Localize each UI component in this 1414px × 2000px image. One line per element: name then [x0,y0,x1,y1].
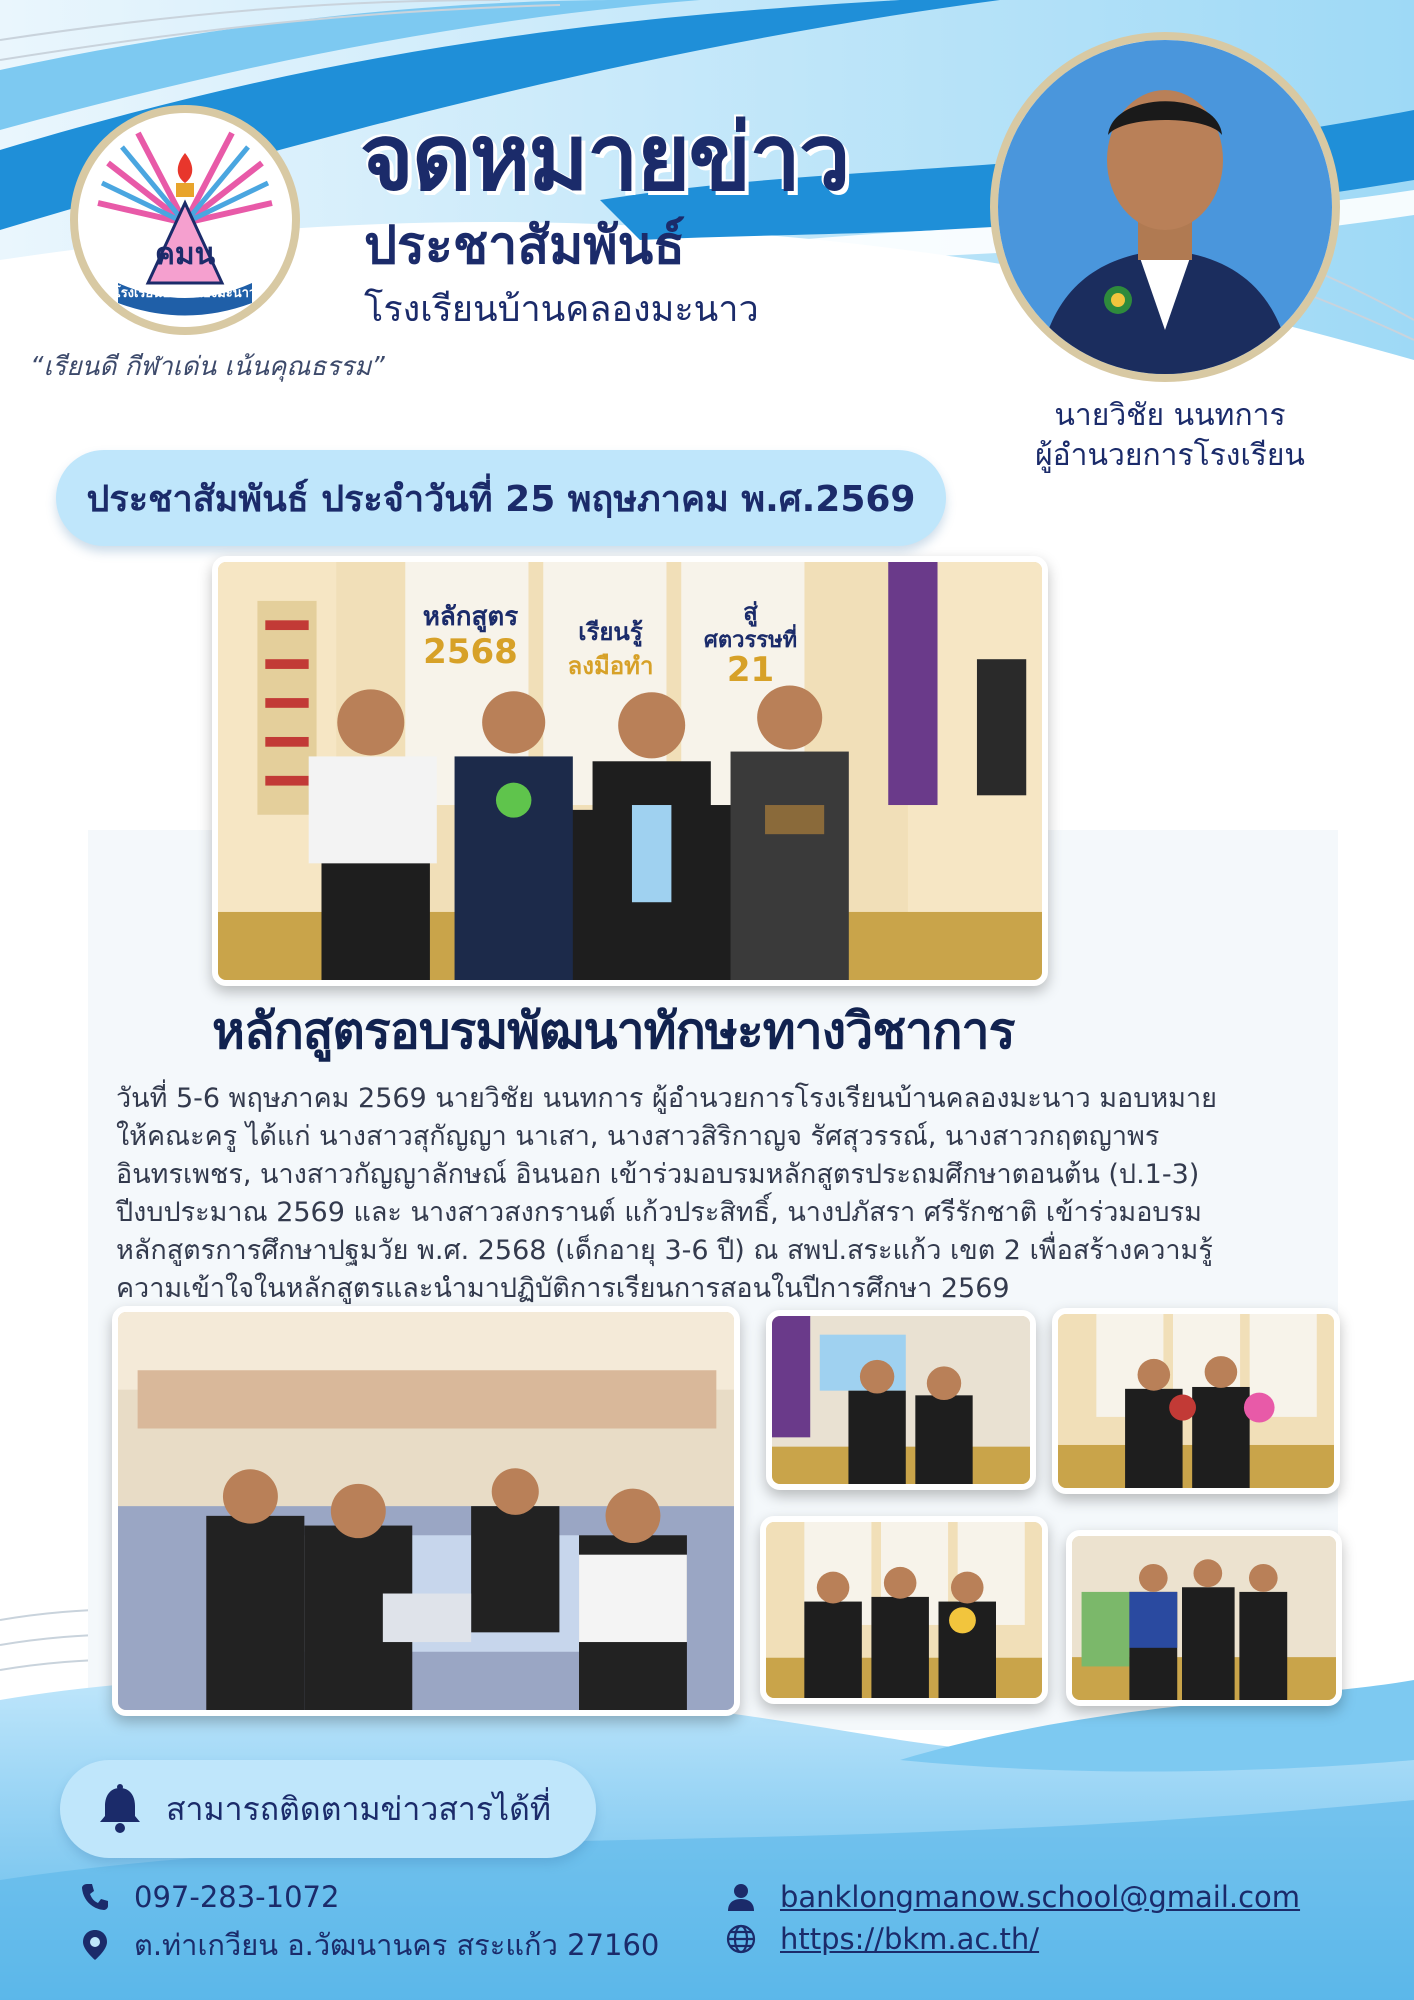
email-link[interactable]: banklongmanow.school@gmail.com [780,1880,1301,1914]
poster-3-line2: ศตวรรษที่ [703,628,798,653]
director-portrait [990,32,1340,382]
gallery-photo-training-room [112,1306,740,1716]
article-body-line: ให้คณะครู ได้แก่ นางสาวสุกัญญา นาเสา, นางสาวสิริกาญจ รัศสุวรรณ์, นางสาวกฤตญาพร [116,1121,1160,1152]
school-logo [70,105,300,335]
article-body-line: วันที่ 5-6 พฤษภาคม 2569 นายวิชัย นนทการ ผู้อำนวยการโรงเรียนบ้านคลองมะนาว มอบหมาย [116,1083,1217,1114]
phone-number[interactable]: 097-283-1072 [134,1880,340,1914]
user-icon [724,1880,758,1914]
follow-banner [60,1760,596,1858]
gallery-photo-booth-4 [1066,1530,1342,1706]
gallery-photo-booth-2 [1052,1308,1340,1494]
article-body-line: หลักสูตรการศึกษาปฐมวัย พ.ศ. 2568 (เด็กอายุ 3-6 ปี) ณ สพป.สระแก้ว เขต 2 เพื่อสร้างความรู้ [116,1235,1213,1266]
school-name: โรงเรียนบ้านคลองมะนาว [364,289,759,330]
poster-2-line1: เรียนรู้ [578,618,643,646]
address-contact [78,1922,659,1968]
address-text: ต.ท่าเกวียน อ.วัฒนานคร สระแก้ว 27160 [134,1928,660,1962]
poster-3-number: 21 [726,650,775,690]
poster-1-year: 2568 [423,632,518,672]
poster-2-line2: ลงมือทำ [567,652,654,680]
newsletter-subtitle: ประชาสัมพันธ์ [364,216,685,276]
newsletter-title: จดหมายข่าว [360,104,849,211]
article-body-line: ความเข้าใจในหลักสูตรและนำมาปฏิบัติการเรียนการสอนในปีการศึกษา 2569 [116,1273,1010,1304]
director-role: ผู้อำนวยการโรงเรียน [1035,438,1305,473]
bell-icon [96,1784,144,1834]
website-link[interactable]: https://bkm.ac.th/ [780,1922,1040,1956]
article-headline: หลักสูตรอบรมพัฒนาทักษะทางวิชาการ [212,1002,1015,1060]
website-contact[interactable] [724,1922,1039,1956]
phone-contact[interactable] [78,1880,339,1914]
date-banner [56,450,946,546]
school-motto: “เรียนดี กีฬาเด่น เน้นคุณธรรม” [30,352,385,382]
location-pin-icon [78,1928,112,1962]
date-banner-text: ประชาสัมพันธ์ ประจำวันที่ 25 พฤษภาคม พ.ศ.2569 [86,478,916,520]
article-body-line: ปีงบประมาณ 2569 และ นางสาวสงกรานต์ แก้วประสิทธิ์, นางปภัสรา ศรีรักชาติ เข้าร่วมอบรม [116,1197,1202,1228]
article-body-line: อินทรเพชร, นางสาวกัญญาลักษณ์ อินนอก เข้าร่วมอบรมหลักสูตรประถมศึกษาตอนต้น (ป.1-3) [116,1159,1200,1190]
director-name: นายวิชัย นนทการ [1054,398,1286,433]
email-contact[interactable] [724,1880,1300,1914]
globe-icon [724,1922,758,1956]
logo-caption: โรงเรียนบ้านคลองมะนาว [113,286,257,301]
article-body [116,1080,1276,1308]
phone-icon [78,1880,112,1914]
poster-3-line1: สู่ [743,598,758,626]
logo-letters: คมน [154,237,216,272]
poster-1-title: หลักสูตร [422,602,519,632]
gallery-photo-booth-3 [760,1516,1048,1704]
main-event-photo [212,556,1048,986]
gallery-photo-booth-1 [766,1310,1036,1490]
follow-label: สามารถติดตามข่าวสารได้ที่ [166,1789,551,1828]
